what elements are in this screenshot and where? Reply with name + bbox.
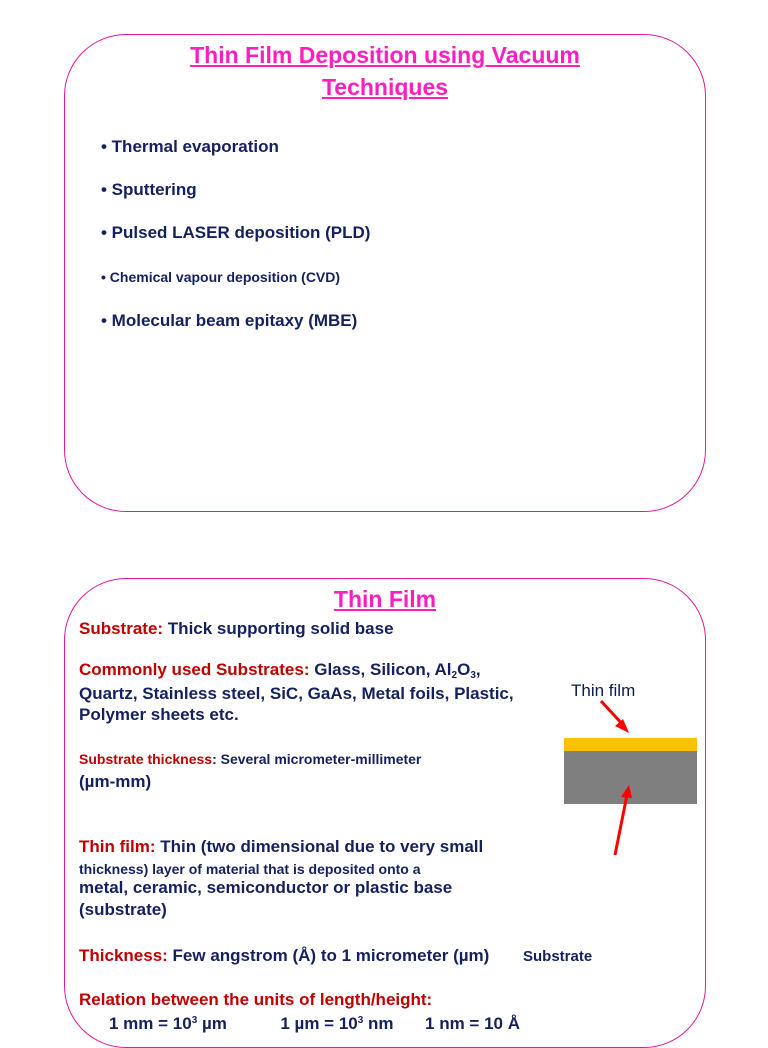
substrate-text: Thick supporting solid base xyxy=(163,619,394,638)
thin-film-text-1: Thin (two dimensional due to very small xyxy=(155,837,484,856)
substrate-label: Substrate: xyxy=(79,619,164,638)
thin-film-line3: metal, ceramic, semiconductor or plastic base xyxy=(79,878,453,897)
bullet-cvd: • Chemical vapour deposition (CVD) xyxy=(101,269,341,285)
thin-film-diagram xyxy=(523,669,705,965)
bullet-pld: • Pulsed LASER deposition (PLD) xyxy=(101,223,371,242)
substrate-diagram-label: Substrate xyxy=(523,948,593,965)
common-substrates-line3: Polymer sheets etc. xyxy=(79,705,239,724)
subscript-2: 2 xyxy=(451,670,458,681)
slide-thin-film xyxy=(64,578,706,1048)
relation-2a: 1 µm = 10 xyxy=(280,1014,358,1033)
title-line-1: Thin Film Deposition using Vacuum xyxy=(190,42,580,68)
relation-label xyxy=(79,989,432,1011)
bullet-thermal-evaporation: • Thermal evaporation xyxy=(101,137,279,156)
thin-film-layer xyxy=(564,738,697,751)
subscript-3: 3 xyxy=(470,670,476,681)
slide-vacuum-techniques xyxy=(64,34,706,512)
title-line-2: Techniques xyxy=(321,74,449,100)
relation-label-text: Relation between the units of length/height: xyxy=(79,990,433,1009)
slide-title xyxy=(65,39,705,103)
thickness-line xyxy=(79,945,489,967)
thin-film-label: Thin film: xyxy=(79,837,156,856)
relation-values xyxy=(109,1010,520,1035)
relation-1c: µm xyxy=(197,1014,227,1033)
substrate-thickness-line xyxy=(79,748,421,770)
thin-film-line1 xyxy=(79,836,483,858)
thin-film-line2: thickness) layer of material that is deposited onto a xyxy=(79,861,421,877)
thin-film-line4: (substrate) xyxy=(79,900,167,919)
common-substrates-line2: Quartz, Stainless steel, SiC, GaAs, Metal foils, Plastic, xyxy=(79,684,514,703)
common-text-2: O xyxy=(457,660,471,679)
common-text-3: , xyxy=(475,660,481,679)
common-text-1: Glass, Silicon, Al xyxy=(309,660,452,679)
substrate-line xyxy=(79,618,394,640)
substrate-thickness-label: Substrate thickness xyxy=(79,751,213,767)
layer-stack-graphic xyxy=(555,669,705,899)
relation-1a: 1 mm = 10 xyxy=(109,1014,192,1033)
relation-2c: nm xyxy=(363,1014,394,1033)
bullet-mbe: • Molecular beam epitaxy (MBE) xyxy=(101,311,358,330)
substrate-thickness-units: (µm-mm) xyxy=(79,772,152,791)
slide-title: Thin Film xyxy=(333,586,437,612)
common-substrates-label: Commonly used Substrates: xyxy=(79,660,310,679)
thin-film-diagram-label: Thin film xyxy=(571,681,636,700)
thickness-text: Few angstrom (Å) to 1 micrometer (µm) xyxy=(167,946,490,965)
thickness-label: Thickness: xyxy=(79,946,168,965)
bullet-sputtering: • Sputtering xyxy=(101,180,197,199)
relation-2-exp: 3 xyxy=(357,1015,364,1026)
substrate-thickness-text: : Several micrometer-millimeter xyxy=(212,751,422,767)
relation-3: 1 nm = 10 Å xyxy=(425,1014,520,1033)
relation-1-exp: 3 xyxy=(191,1015,198,1026)
thin-film-arrow-head xyxy=(615,719,629,733)
